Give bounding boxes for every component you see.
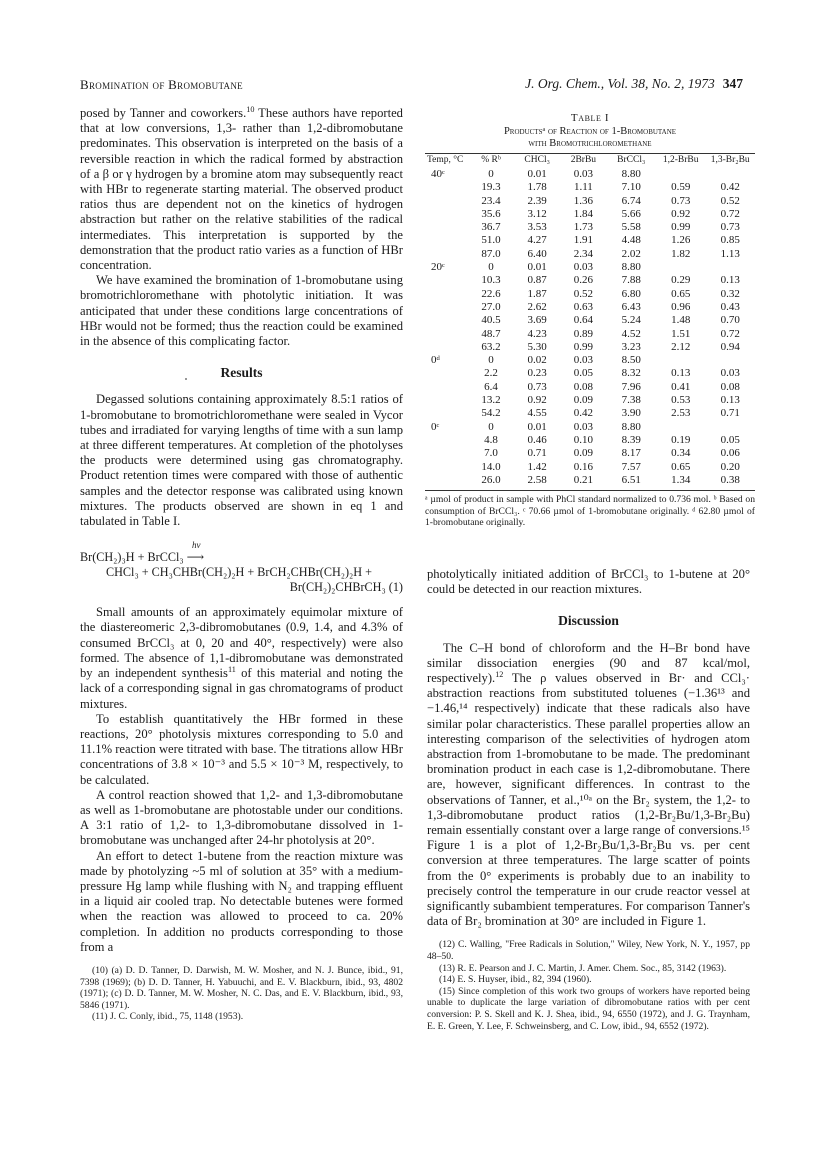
- page-number: 347: [722, 76, 743, 91]
- table-cell: 0.08: [573, 380, 593, 393]
- temperature-cell: [425, 248, 468, 261]
- table-cell: 6.51: [621, 473, 641, 486]
- table-cell: [656, 354, 706, 367]
- journal-citation: [525, 76, 743, 92]
- table-cell: 0.19: [671, 433, 691, 446]
- table-cell: 22.6: [481, 287, 501, 300]
- table-cell: 0.09: [573, 394, 593, 407]
- table-cell: 5.66: [621, 207, 641, 220]
- table-cell: 1.26: [671, 234, 691, 247]
- table-row: [425, 248, 755, 261]
- temperature-cell: [425, 221, 468, 234]
- table-cell: 4.52: [621, 327, 641, 340]
- table-header-cell: 2BrBu: [570, 155, 597, 165]
- table-cell: 0.10: [573, 433, 593, 446]
- table-cell: [705, 167, 755, 181]
- temperature-cell: [425, 407, 468, 420]
- table-row: [425, 288, 755, 301]
- temperature-cell: [425, 341, 468, 354]
- table-cell: 0.92: [527, 394, 547, 407]
- table-cell: 7.10: [621, 181, 641, 194]
- paragraph: Degassed solutions containing approximately 8.5:1 ratios of 1-bromobutane to bromotrichloromethane were sealed in Vycor tubes and irradiated for varying lengths of time with a sun lamp at three different temperatures. At completion of the photolyses the products were determined using gas chromatography. Product retention times were compared with those of authentic samples and the detector response was calibrated using known mixtures. The products observed are shown in eq 1 and tabulated in Table I.: [80, 392, 403, 529]
- table-cell: 0: [488, 261, 494, 274]
- table-cell: 0.34: [671, 447, 691, 460]
- table-cell: 0.96: [671, 300, 691, 313]
- products-table: [425, 155, 755, 487]
- table-cell: [705, 261, 755, 274]
- table-cell: 0.26: [573, 274, 593, 287]
- table-cell: 0.13: [720, 394, 740, 407]
- table-cell: 0.52: [573, 287, 593, 300]
- table-cell: 0.71: [720, 407, 740, 420]
- paragraph: A control reaction showed that 1,2- and 1,3-dibromobutane as well as 1-bromobutane are photostable under our conditions. A 3:1 ratio of 1,2- to 1,3-dibromobutane dissolved in 1-bromobutane was unchanged after 24-hr photolysis at 20°.: [80, 787, 403, 848]
- table-cell: 0: [488, 354, 494, 367]
- table-cell: 14.0: [481, 460, 501, 473]
- temperature-cell: [425, 314, 468, 327]
- paragraph: The C–H bond of chloroform and the H–Br bond have similar dissociation energies (90 and 87 kcal/mol, respectively).$^{12}$ The ρ values observed in Br· and CCl₃· abstraction reactions from substituted toluenes (−1.36¹³ and −1.46,¹⁴ respectively) indicate that these radicals also have similar polar characteristics. These parallel properties allow an interesting comparison of the selectivities of hydrogen atom abstraction from 1-bromobutane to be made. The predominant bromination product in each case is 1,2-dibromobutane. There are, however, significant differences. In contrast to the observations of Tanner, et al.,¹⁰ᵃ on the Br₂ system, the 1,2- to 1,3-dibromobutane product ratios (1,2-Br₂Bu/1,3-Br₂Bu) remain essentially constant over a large range of conversions.¹⁵ Figure 1 is a plot of 1,2-Br₂Bu/1,3-Br₂Bu vs. per cent conversion at three temperatures. The large scatter of points from the 0° experiments is probably due to an inability to precisely control the temperature in our crude reactor vessel at significantly subambient temperatures. For comparison Tanner's data of Br₂ bromination at 30° are included in Figure 1.: [427, 640, 750, 929]
- temperature-cell: [425, 394, 468, 407]
- table-cell: 1.13: [720, 247, 740, 260]
- table-cell: 6.40: [527, 247, 547, 260]
- table-row: [425, 301, 755, 314]
- table-header-row: [425, 155, 755, 167]
- table-cell: [705, 421, 755, 434]
- table-cell: 1.91: [573, 234, 593, 247]
- table-cell: 8.17: [621, 447, 641, 460]
- footnote: (10) (a) D. D. Tanner, D. Darwish, M. W. Mosher, and N. J. Bunce, ibid., 91, 7398 (1969); (b) D. D. Tanner, H. Yabuuchi, and E. V. Blackburn, ibid., 93, 4802 (1971); (c) D. D. Tanner, M. W. Mosher, N. C. Das, and E. V. Blackburn, ibid., 93, 5846 (1971).: [80, 964, 403, 1011]
- table-cell: 1.36: [573, 194, 593, 207]
- table-cell: 0.70: [720, 314, 740, 327]
- table-cell: 8.39: [621, 433, 641, 446]
- table-cell: 8.50: [621, 354, 641, 367]
- table-cell: 0.13: [671, 367, 691, 380]
- table-cell: 87.0: [481, 247, 501, 260]
- table-cell: 4.8: [484, 433, 498, 446]
- footnote: (12) C. Walling, "Free Radicals in Solution," Wiley, New York, N. Y., 1957, pp 48–50.: [427, 939, 750, 963]
- table-cell: 0.73: [671, 194, 691, 207]
- table-cell: 40.5: [481, 314, 501, 327]
- table-cell: 7.0: [484, 447, 498, 460]
- temperature-cell: [425, 381, 468, 394]
- paragraph: We have examined the bromination of 1-bromobutane using bromotrichloromethane with photolytic initiation. It was anticipated that under these conditions large concentrations of HBr would not be formed; thus the reaction could be examined in the absence of this complicating factor.: [80, 273, 403, 349]
- table-cell: 0.85: [720, 234, 740, 247]
- table-cell: 10.3: [481, 274, 501, 287]
- table-header-cell: BrCCl₃: [617, 155, 646, 165]
- table-cell: 8.32: [621, 367, 641, 380]
- table-cell: 5.58: [621, 221, 641, 234]
- table-cell: 3.23: [621, 340, 641, 353]
- table-header-cell: 1,3-Br₂Bu: [710, 155, 750, 165]
- table-cell: 3.12: [527, 207, 547, 220]
- temperature-cell: [425, 274, 468, 287]
- table-cell: 0.02: [527, 354, 547, 367]
- table-cell: 6.4: [484, 380, 498, 393]
- footnote: (15) Since completion of this work two groups of workers have reported being unable to duplicate the large variation of dibromobutane ratios with per cent conversion: P. S. Skell and K. J. Shea, ibid., 94, 6550 (1972), and J. G. Traynham, E. E. Green, Y. Lee, F. Schweinsberg, and C. Low, ibid., 94, 6552 (1972).: [427, 985, 750, 1032]
- reference-marker: 10: [246, 104, 255, 114]
- running-title: Bromination of Bromobutane: [80, 77, 243, 92]
- temperature-cell: [425, 447, 468, 460]
- footnote: (13) R. E. Pearson and J. C. Martin, J. Amer. Chem. Soc., 85, 3142 (1963).: [439, 962, 727, 974]
- table-cell: 7.38: [621, 394, 641, 407]
- table-cell: 0.43: [720, 300, 740, 313]
- table-cell: 0.42: [720, 181, 740, 194]
- table-cell: 0.53: [671, 394, 691, 407]
- table-header-cell: Temp, °C: [427, 155, 464, 165]
- paragraph: To establish quantitatively the HBr formed in these reactions, 20° photolysis mixtures corresponding to 5.0 and 11.1% reaction were titrated with base. The titrations allow HBr concentrations of 3.8 × 10⁻³ and 5.5 × 10⁻³ M, respectively, to be calculated.: [80, 711, 403, 787]
- equation-line: Br(CH₂)₂CHBrCH₃ (1): [289, 580, 403, 595]
- table-cell: 4.23: [527, 327, 547, 340]
- table-cell: 0.71: [527, 447, 547, 460]
- table-cell: 54.2: [481, 407, 501, 420]
- table-cell: 0.65: [671, 287, 691, 300]
- discussion-heading: Discussion: [558, 613, 619, 629]
- equation-line: CHCl₃ + CH₃CHBr(CH₂)₂H + BrCH₂CHBr(CH₂)₂H +: [106, 565, 373, 580]
- table-footnote: ᵃ µmol of product in sample with PhCl standard normalized to 0.736 mol. ᵇ Based on consumption of BrCCl₃. ᶜ 70.66 µmol of 1-bromobutane originally. ᵈ 62.80 µmol of 1-bromobutane originally.: [425, 494, 755, 528]
- table-cell: [656, 421, 706, 434]
- table-cell: 0.03: [573, 261, 593, 274]
- table-row: [425, 354, 755, 367]
- table-row: [425, 167, 755, 181]
- results-heading: Results: [220, 365, 263, 381]
- table-cell: 0.89: [573, 327, 593, 340]
- table-cell: 0: [488, 168, 494, 180]
- footnotes-left: [80, 965, 403, 1023]
- table-row: [425, 461, 755, 474]
- table-row: [425, 341, 755, 354]
- chemical-equation: [80, 541, 403, 595]
- temperature-cell: [425, 181, 468, 194]
- temperature-cell: [425, 434, 468, 447]
- temperature-cell: [425, 474, 468, 487]
- table-cell: 0.08: [720, 380, 740, 393]
- table-rule: [425, 153, 755, 154]
- paragraph: posed by Tanner and coworkers.$^{10}$ These authors have reported that at low conversions, 1,3- rather than 1,2-dibromobutane predominates. This observation is interpreted on the basis of a reversible reaction in which the radical formed by abstraction of a β or γ hydrogen by a bromine atom may subsequently react with HBr to regenerate starting material. The observed product ratios thus are dependent not on the kinetics of hydrogen abstraction but rather on the relative stabilities of the radical intermediates. This interpretation is supported by the demonstration that the product ratio varies as a function of HBr concentration.: [80, 104, 403, 273]
- table-row: [425, 261, 755, 274]
- table-row: [425, 407, 755, 420]
- table-cell: 23.4: [481, 194, 501, 207]
- table-cell: 1.73: [573, 221, 593, 234]
- temperature-cell: [425, 328, 468, 341]
- table-cell: 2.39: [527, 194, 547, 207]
- table-header-cell: CHCl₃: [524, 155, 550, 165]
- table-cell: 1.82: [671, 247, 691, 260]
- table-cell: 0.16: [573, 460, 593, 473]
- table-1: [425, 112, 755, 528]
- table-cell: 27.0: [481, 300, 501, 313]
- table-cell: 1.42: [527, 460, 547, 473]
- table-cell: 0.38: [720, 473, 740, 486]
- table-cell: 0.01: [527, 420, 547, 433]
- table-cell: 13.2: [481, 394, 501, 407]
- table-row: [425, 181, 755, 194]
- table-cell: 0.99: [671, 221, 691, 234]
- paragraph: photolytically initiated addition of BrCCl₃ to 1-butene at 20° could be detected in our reaction mixtures.: [427, 567, 750, 597]
- reference-marker: 11: [227, 664, 236, 674]
- temperature-cell: [425, 288, 468, 301]
- table-cell: 0.46: [527, 433, 547, 446]
- table-cell: 0.13: [720, 274, 740, 287]
- table-cell: 3.90: [621, 407, 641, 420]
- temperature-cell: [425, 195, 468, 208]
- table-cell: 0.03: [573, 354, 593, 367]
- table-cell: 0.41: [671, 380, 691, 393]
- table-cell: 0.72: [720, 327, 740, 340]
- table-cell: 4.27: [527, 234, 547, 247]
- table-row: [425, 234, 755, 247]
- table-row: [425, 221, 755, 234]
- table-cell: 0.32: [720, 287, 740, 300]
- table-row: [425, 195, 755, 208]
- table-cell: 1.84: [573, 207, 593, 220]
- table-cell: 0.09: [573, 447, 593, 460]
- table-cell: 0.23: [527, 367, 547, 380]
- table-cell: 1.78: [527, 181, 547, 194]
- left-column: [80, 106, 403, 1023]
- temperature-cell: [425, 234, 468, 247]
- table-cell: 1.11: [573, 181, 593, 194]
- table-cell: 2.2: [484, 367, 498, 380]
- table-rule: [425, 490, 755, 491]
- table-cell: 0.94: [720, 340, 740, 353]
- temperature-cell: [425, 301, 468, 314]
- table-cell: [656, 261, 706, 274]
- table-row: [425, 394, 755, 407]
- temperature-cell: [425, 367, 468, 380]
- table-cell: 0.05: [720, 433, 740, 446]
- table-cell: 0.65: [671, 460, 691, 473]
- temperature-cell: 0ᵈ: [431, 354, 440, 367]
- table-cell: [705, 354, 755, 367]
- table-cell: 0.73: [720, 221, 740, 234]
- table-cell: 2.34: [573, 247, 593, 260]
- table-header-cell: % Rᵇ: [481, 155, 501, 165]
- table-cell: 19.3: [481, 181, 501, 194]
- temperature-cell: [425, 461, 468, 474]
- table-cell: 2.58: [527, 473, 547, 486]
- table-cell: 0.03: [573, 420, 593, 433]
- table-cell: 4.48: [621, 234, 641, 247]
- table-cell: 0.73: [527, 380, 547, 393]
- table-title: Table I: [570, 112, 610, 124]
- table-cell: 0.59: [671, 181, 691, 194]
- table-cell: 1.48: [671, 314, 691, 327]
- temperature-cell: 40ᶜ: [431, 168, 445, 180]
- equation-line: Br(CH₂)₃H + BrCCl₃ ⟶: [80, 550, 205, 565]
- table-cell: 48.7: [481, 327, 501, 340]
- table-cell: 26.0: [481, 473, 501, 486]
- table-cell: 0.03: [720, 367, 740, 380]
- paragraph: An effort to detect 1-butene from the reaction mixture was made by photolyzing ~5 ml of solution at 35° with a medium-pressure Hg lamp while flushing with N₂ and trapping effluent in a liquid air cooled trap. No detectable butenes were formed when the reaction was allowed to proceed to ca. 20% completion. In addition no products corresponding to those from a: [80, 848, 403, 954]
- table-cell: 0.05: [573, 367, 593, 380]
- paragraph: Small amounts of an approximately equimolar mixture of the diastereomeric 2,3-dibromobutanes (0.9, 1.4, and 4.3% of consumed BrCCl₃ at 0, 20 and 40°, respectively) were also formed. The absence of 1,1-dibromobutane was demonstrated by an independent synthesis$^{11}$ of this material and noting the lack of a corresponding signal in gas chromatograms of product mixtures.: [80, 605, 404, 711]
- table-row: [425, 314, 755, 327]
- reference-marker: 12: [495, 669, 504, 679]
- table-cell: 0.42: [573, 407, 593, 420]
- table-cell: 0.20: [720, 460, 740, 473]
- table-cell: 0.01: [527, 261, 547, 274]
- table-cell: 8.80: [621, 420, 641, 433]
- table-row: [425, 208, 755, 221]
- table-cell: 3.53: [527, 221, 547, 234]
- table-cell: 2.53: [671, 407, 691, 420]
- table-cell: 0.06: [720, 447, 740, 460]
- table-cell: 1.34: [671, 473, 691, 486]
- table-cell: 1.51: [671, 327, 691, 340]
- table-cell: 7.88: [621, 274, 641, 287]
- table-row: [425, 367, 755, 380]
- table-row: [425, 274, 755, 287]
- journal-name: J. Org. Chem., Vol. 38, No. 2, 1973: [525, 76, 715, 91]
- table-cell: 0.99: [573, 340, 593, 353]
- table-cell: 2.12: [671, 340, 691, 353]
- table-row: [425, 421, 755, 434]
- table-cell: 6.43: [621, 300, 641, 313]
- table-cell: 0.72: [720, 207, 740, 220]
- table-cell: 0.64: [573, 314, 593, 327]
- table-row: [425, 447, 755, 460]
- table-cell: 7.57: [621, 460, 641, 473]
- equation-hv: hν: [192, 540, 201, 551]
- table-row: [425, 474, 755, 487]
- table-cell: 5.30: [527, 340, 547, 353]
- footnote: (11) J. C. Conly, ibid., 75, 1148 (1953).: [92, 1011, 244, 1023]
- table-cell: 0.63: [573, 300, 593, 313]
- table-cell: 5.24: [621, 314, 641, 327]
- table-cell: [656, 167, 706, 181]
- table-cell: 3.69: [527, 314, 547, 327]
- table-cell: 0.87: [527, 274, 547, 287]
- table-header-cell: 1,2-BrBu: [662, 155, 699, 165]
- table-cell: 4.55: [527, 407, 547, 420]
- temperature-cell: [425, 208, 468, 221]
- temperature-cell: 20ᶜ: [431, 261, 445, 274]
- table-cell: 0.92: [671, 207, 691, 220]
- table-cell: 0.29: [671, 274, 691, 287]
- table-row: [425, 434, 755, 447]
- right-column: [427, 567, 750, 1032]
- footnotes-right: [427, 939, 750, 1032]
- table-cell: 8.80: [621, 168, 641, 180]
- table-caption: Productsᵃ of Reaction of 1-Bromobutane with Bromotrichloromethane: [503, 126, 677, 149]
- table-row: [425, 328, 755, 341]
- table-cell: 0.52: [720, 194, 740, 207]
- table-cell: 1.87: [527, 287, 547, 300]
- table-cell: 6.80: [621, 287, 641, 300]
- table-cell: 7.96: [621, 380, 641, 393]
- temperature-cell: 0ᶜ: [431, 420, 440, 433]
- table-cell: 35.6: [481, 207, 501, 220]
- table-cell: 0.01: [527, 168, 547, 180]
- table-cell: 0.03: [573, 168, 593, 180]
- footnote: (14) E. S. Huyser, ibid., 82, 394 (1960).: [439, 974, 592, 986]
- table-cell: 2.02: [621, 247, 641, 260]
- table-cell: 63.2: [481, 340, 501, 353]
- table-cell: 6.74: [621, 194, 641, 207]
- table-cell: 0.21: [573, 473, 593, 486]
- print-speck: [185, 378, 187, 380]
- table-cell: 0: [488, 420, 494, 433]
- table-cell: 2.62: [527, 300, 547, 313]
- table-cell: 8.80: [621, 261, 641, 274]
- table-cell: 36.7: [481, 221, 501, 234]
- table-cell: 51.0: [481, 234, 501, 247]
- table-row: [425, 381, 755, 394]
